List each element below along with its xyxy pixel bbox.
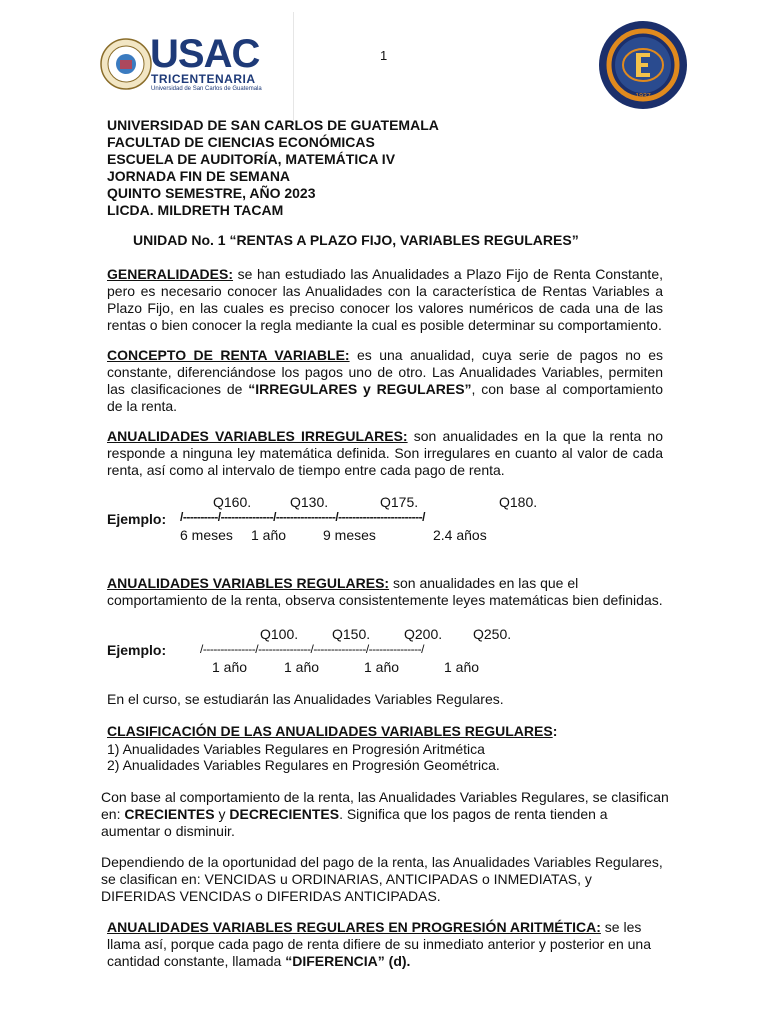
comportamiento-text-2: y — [214, 806, 230, 822]
example2-period-3: 1 año — [364, 659, 400, 675]
example1-payment-2: Q130. — [290, 494, 329, 510]
logo-tagline: Universidad de San Carlos de Guatemala — [151, 86, 262, 92]
irregulares-paragraph — [107, 428, 663, 479]
header-line-faculty: FACULTAD DE CIENCIAS ECONÓMICAS — [107, 134, 375, 150]
logo-subtitle: TRICENTENARIA — [151, 72, 256, 86]
classification-title-text: CLASIFICACIÓN DE LAS ANUALIDADES VARIABLES REGULARES — [107, 723, 553, 739]
header-line-schedule: JORNADA FIN DE SEMANA — [107, 168, 291, 184]
example1-payment-3: Q175. — [380, 494, 419, 510]
example1-period-3: 9 meses — [323, 527, 376, 543]
generalidades-paragraph — [107, 266, 663, 334]
header-line-semester: QUINTO SEMESTRE, AÑO 2023 — [107, 185, 316, 201]
concepto-term: CONCEPTO DE RENTA VARIABLE: — [107, 347, 350, 363]
example2-period-1: 1 año — [212, 659, 248, 675]
irregulares-text: son anualidades en la que la renta no responde a ninguna ley matemática definida. Son irregulares en cuanto al valor de cada renta, así como al intervalo de tiempo entre cada pago de renta. — [107, 428, 663, 478]
example1-period-4: 2.4 años — [433, 527, 487, 543]
example1-timeline: /----------/---------------/-----------------/------------------------/ — [180, 510, 425, 524]
aritmetica-term: ANUALIDADES VARIABLES REGULARES EN PROGRESIÓN ARITMÉTICA: — [107, 919, 601, 935]
example2-payment-1: Q100. — [260, 626, 299, 642]
aritmetica-bold: “DIFERENCIA” (d). — [285, 953, 411, 969]
example2-label: Ejemplo: — [107, 642, 167, 658]
comportamiento-paragraph — [101, 789, 669, 840]
course-note: En el curso, se estudiarán las Anualidades Variables Regulares. — [107, 691, 504, 707]
comportamiento-bold-2: DECRECIENTES — [229, 806, 340, 822]
classification-item-2: 2) Anualidades Variables Regulares en Progresión Geométrica. — [107, 757, 500, 773]
example2-payment-2: Q150. — [332, 626, 371, 642]
example1-period-1: 6 meses — [180, 527, 233, 543]
aritmetica-paragraph — [107, 919, 669, 970]
concepto-bold: “IRREGULARES y REGULARES” — [248, 381, 472, 397]
example1-payment-4: Q180. — [499, 494, 538, 510]
regulares-term: ANUALIDADES VARIABLES REGULARES: — [107, 575, 390, 591]
comportamiento-text-3: . Significa que los pagos de renta tienden a aumentar o disminuir. — [101, 806, 608, 839]
example2-period-4: 1 año — [444, 659, 480, 675]
concepto-text-1: es una anualidad, cuya serie de pagos no es constante, diferenciándose los pagos uno de otro. Las Anualidades Variables, permiten las clasificaciones de — [107, 347, 663, 397]
generalidades-text: se han estudiado las Anualidades a Plazo Fijo de Renta Constante, pero es necesario conocer las Anualidades con la característica de Rentas Variables a Plazo Fijo, en las cuales es preciso conocer los valores numéricos de cada una de las rentas o bien conocer la regla mediante la cual es posible determinar su comportamiento. — [107, 266, 663, 333]
example2-payment-4: Q250. — [473, 626, 512, 642]
unit-title: UNIDAD No. 1 “RENTAS A PLAZO FIJO, VARIABLES REGULARES” — [133, 232, 579, 248]
regulares-text: son anualidades en las que el comportamiento de la renta, observa consistentemente leyes matemáticas bien definidas. — [107, 575, 663, 608]
concepto-text-2: , con base al comportamiento de la renta. — [107, 381, 663, 414]
example1-label: Ejemplo: — [107, 511, 167, 527]
header-line-teacher: LICDA. MILDRETH TACAM — [107, 202, 284, 218]
example2-timeline: /---------------/---------------/---------------/---------------/ — [200, 642, 424, 656]
concepto-paragraph — [107, 347, 663, 415]
page-number: 1 — [380, 48, 388, 63]
example2-period-2: 1 año — [284, 659, 320, 675]
logo-text: USAC — [150, 32, 260, 76]
comportamiento-bold-1: CRECIENTES — [124, 806, 215, 822]
classification-title-colon: : — [552, 723, 558, 739]
classification-item-1: 1) Anualidades Variables Regulares en Progresión Aritmética — [107, 741, 485, 757]
regulares-paragraph — [107, 575, 669, 609]
header-line-school: ESCUELA DE AUDITORÍA, MATEMÁTICA IV — [107, 151, 396, 167]
irregulares-term: ANUALIDADES VARIABLES IRREGULARES: — [107, 428, 408, 444]
header-line-university: UNIVERSIDAD DE SAN CARLOS DE GUATEMALA — [107, 117, 439, 133]
seal-year: 1937 — [635, 93, 651, 100]
comportamiento-text-1: Con base al comportamiento de la renta, las Anualidades Variables Regulares, se clasifican en: — [101, 789, 669, 822]
usac-seal-icon — [100, 38, 152, 90]
classification-title — [107, 723, 557, 739]
oportunidad-paragraph: Dependiendo de la oportunidad del pago de la renta, las Anualidades Variables Regulares, se clasifican en: VENCIDAS u ORDINARIAS, ANTICIPADAS o INMEDIATAS, y DIFERIDAS VENCIDAS o DIFERIDAS ANTICIPADAS. — [101, 854, 663, 904]
example1-period-2: 1 año — [251, 527, 287, 543]
faculty-seal-icon — [598, 20, 688, 110]
aritmetica-text: se les llama así, porque cada pago de renta difiere de su inmediato anterior y posterior en una cantidad constante, llamada — [107, 919, 652, 969]
generalidades-term: GENERALIDADES: — [107, 266, 234, 282]
example2-payment-3: Q200. — [404, 626, 443, 642]
example1-payment-1: Q160. — [213, 494, 252, 510]
